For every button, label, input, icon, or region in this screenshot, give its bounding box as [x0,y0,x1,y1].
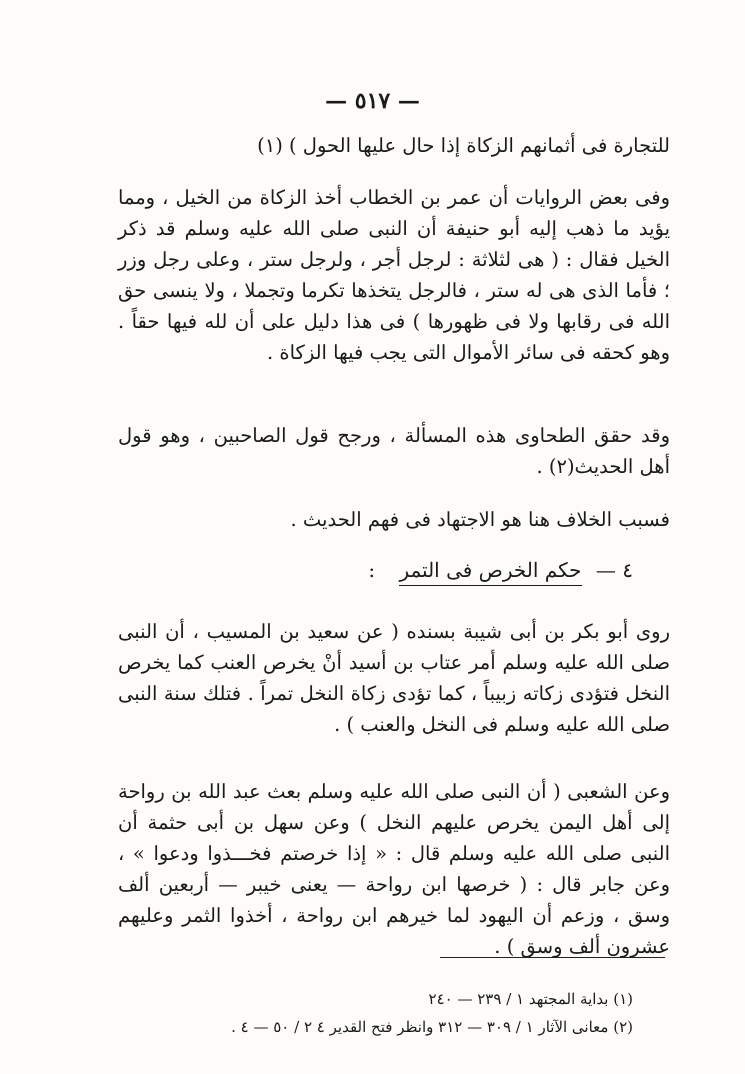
footnote-1: (١) بداية المجتهد ١ / ٢٣٩ — ٢٤٠ [428,990,633,1008]
section-number: ٤ — [595,558,633,582]
paragraph-abu-bakr-narration [118,616,670,740]
footnote-2: (٢) معانى الآثار ١ / ٣٠٩ — ٣١٢ وانظر فتح القدير ٤ ٢ / ٥٠ — ٤ . [231,1018,633,1036]
paragraph-tahawi [118,420,670,482]
paragraph-shabi-narration [118,776,670,962]
paragraph-cause-of-disagreement [118,504,670,535]
paragraph-text: وعن الشعبى ( أن النبى صلى الله عليه وسلم بعث عبد الله بن رواحة إلى أهل اليمن يخرص عليهم النخل ) وعن سهل بن أبى حثمة أن النبى صلى الله عليه وسلم قال : « إذا خرصتم فخـــذوا ودعوا » ، وعن جابر قال : ( خرصها ابن رواحة — يعنى خيبر — أربعين ألف وسق ، وزعم أن اليهود لما خيرهم ابن رواحة ، أخذوا الثمر وعليهم عشرون ألف وسق ) . [118,780,670,958]
section-heading [368,558,633,582]
footnotes [73,985,633,1041]
footnote-divider [440,957,665,958]
page-number: — ٥١٧ — [325,88,420,114]
paragraph-text: فسبب الخلاف هنا هو الاجتهاد فى فهم الحديث . [290,508,670,531]
paragraph-text: للتجارة فى أثمانهم الزكاة إذا حال عليها الحول ) (١) [257,134,670,157]
paragraph-text: وفى بعض الروايات أن عمر بن الخطاب أخذ الزكاة من الخيل ، ومما يؤيد ما ذهب إليه أبو حنيفة أن النبى صلى الله عليه وسلم قد ذكر الخيل فقال : ( هى لثلاثة : لرجل أجر ، ولرجل ستر ، وعلى رجل وزر ؛ فأما الذى هى له ستر ، فالرجل يتخذها تكرما وتجملا ، ولا ينسى حق الله فى رقابها ولا فى ظهورها ) فى هذا دليل على أن لله فيها حقاً . وهو كحقه فى سائر الأموال التى يجب فيها الزكاة . [118,186,670,364]
paragraph-umar-horses [118,182,670,368]
section-colon: : [368,558,376,582]
paragraph-text: وقد حقق الطحاوى هذه المسألة ، ورجح قول الصاحبين ، وهو قول أهل الحديث(٢) . [118,424,670,478]
paragraph-continuation [118,130,670,161]
section-title: حكم الخرص فى التمر [399,558,581,586]
paragraph-text: روى أبو بكر بن أبى شيبة بسنده ( عن سعيد بن المسيب ، أن النبى صلى الله عليه وسلم أمر عتاب بن أسيد أنْ يخرص العنب كما يخرص النخل فتؤدى زكاته زبيباً ، كما تؤدى زكاة النخل تمراً . فتلك سنة النبى صلى الله عليه وسلم فى النخل والعنب ) . [118,620,670,736]
